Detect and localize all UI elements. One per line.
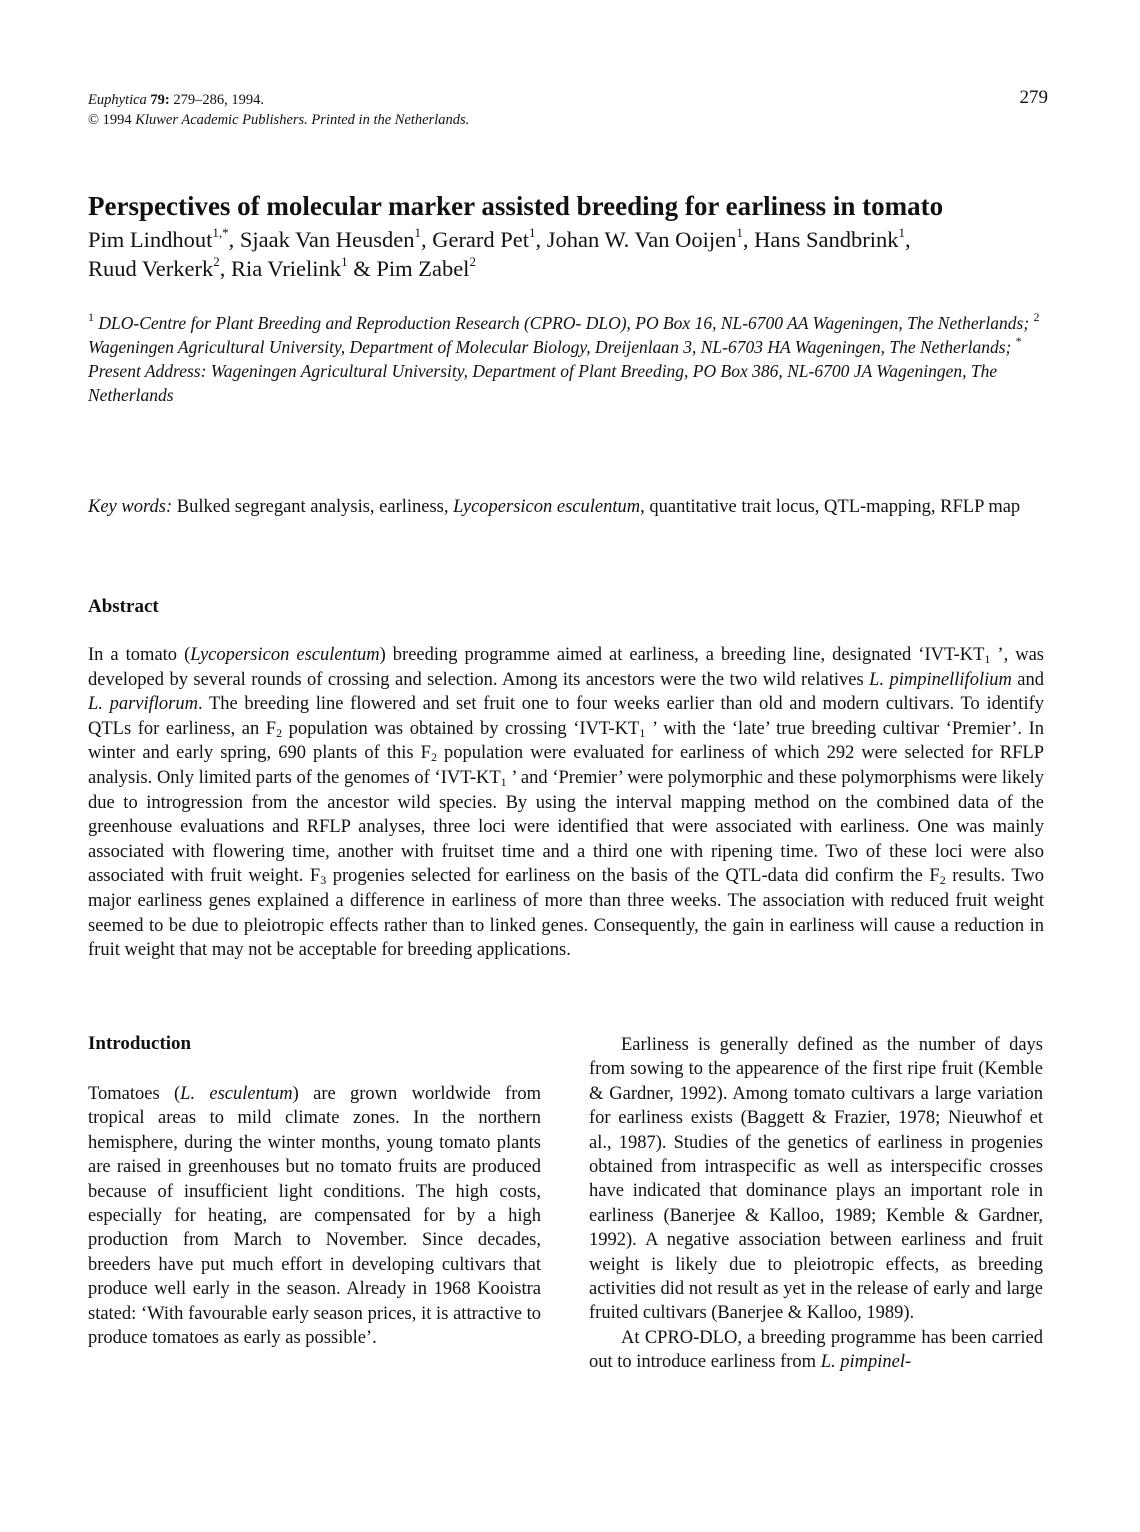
- intro-paragraph-2: Earliness is generally defined as the number of days from sowing to the appearence of the first ripe fruit (Kemble & Gardner, 1992). Among tomato cultivars a large variation for earliness exists (Baggett & Frazier, 1978; Nieuwhof et al., 1987). Studies of the genetics of earliness in progenies obtained from intraspecific as well as interspecific crosses have indicated that dominance plays an important role in earliness (Banerjee & Kalloo, 1989; Kemble & Gardner, 1992). A negative association between earliness and fruit weight is likely due to pleiotropic effects, as breeding activities did not result as yet in the release of early and large fruited cultivars (Banerjee & Kalloo, 1989).: [589, 1035, 1043, 1324]
- affiliations: $^1$ DLO-Centre for Plant Breeding and Reproduction Research (CPRO- DLO), PO Box 16, NL-6700 AA Wageningen, The Netherlands; $^2$ Wageningen Agricultural University, Department of Molecular Biology, Dreijenlaan 3, NL-6703 HA Wageningen, The Netherlands; * Present Address: Wageningen Agricultural University, Department of Plant Breeding, PO Box 386, NL-6700 JA Wageningen, The Netherlands: [88, 310, 1040, 405]
- introduction-heading: Introduction: [88, 1033, 192, 1054]
- abstract-body: In a tomato (Lycopersicon esculentum) breeding programme aimed at earliness, a breeding line, designated ‘$IVT-KT_1$ ’, was developed by several rounds of crossing and selection. Among its ancestors were the two wild relatives L. pimpinellifolium and L. parviflorum. The breeding line flowered and set fruit one to four weeks earlier than old and modern cultivars. To identify QTLs for earliness, an $F_2$ population was obtained by crossing ‘$IVT-KT_1$ ’ with the ‘late’ true breeding cultivar ‘Premier’. In winter and early spring, 690 plants of this $F_2$ population were evaluated for earliness of which 292 were selected for RFLP analysis. Only limited parts of the genomes of ‘$IVT-KT_1$ ’ and ‘Premier’ were polymorphic and these polymorphisms were likely due to introgression from the ancestor wild species. By using the interval mapping method on the combined data of the greenhouse evaluations and RFLP analyses, three loci were identified that were associated with earliness. One was mainly associated with flowering time, another with fruitset time and a third one with ripening time. Two of these loci were also associated with fruit weight. $F_3$ progenies selected for earliness on the basis of the QTL-data did confirm the $F_2$ results. Two major earliness genes explained a difference in earliness of more than three weeks. The association with reduced fruit weight seemed to be due to pleiotropic effects rather than to linked genes. Consequently, the gain in earliness will cause a reduction in fruit weight that may not be acceptable for breeding applications.: [88, 645, 1044, 961]
- paper-title: Perspectives of molecular marker assisted breeding for earliness in tomato: [88, 191, 944, 221]
- keywords-label: Key words:: [88, 497, 173, 517]
- keywords: Key words: Bulked segregant analysis, earliness, Lycopersicon esculentum, quantitative trait locus, QTL-mapping, RFLP map: [88, 497, 1021, 517]
- author: Johan W. Van Ooijen$^1$,: [546, 225, 755, 252]
- intro-paragraph-1: Tomatoes (L. esculentum) are grown worldwide from tropical areas to mild climate zones. In the northern hemisphere, during the winter months, young tomato plants are raised in greenhouses but no tomato fruits are produced because of insufficient light conditions. The high costs, especially for heating, are compensated for by a high production from March to November. Since decades, breeders have put much effort in developing cultivars that produce well early in the season. Already in 1968 Kooistra stated: ‘With favourable early season prices, it is attractive to produce tomatoes as early as possible’.: [88, 1084, 542, 1349]
- intro-paragraph-3: At CPRO-DLO, a breeding programme has been carried out to introduce earliness from L. pimpinel-: [589, 1327, 1043, 1373]
- author-list: [88, 225, 1068, 283]
- copyright-icon: ©: [88, 112, 100, 128]
- author: Pim Lindhout$^{1,*}$,: [88, 225, 240, 252]
- author: Pim Zabel$^2$: [376, 254, 476, 281]
- running-header: [88, 87, 1048, 130]
- author: Sjaak Van Heusden$^1$,: [239, 225, 433, 252]
- copyright-line: © 1994 Kluwer Academic Publishers. Printed in the Netherlands.: [88, 112, 470, 128]
- right-column: [589, 1033, 1043, 1375]
- citation-line: Euphytica 79: 279–286, 1994.: [88, 92, 265, 108]
- author: Hans Sandbrink$^1$,: [754, 225, 911, 252]
- page-number: 279: [1019, 87, 1048, 108]
- author: Ruud Verkerk$^2$,: [88, 254, 231, 281]
- author: Gerard Pet$^1$,: [432, 225, 547, 252]
- author: Ria Vrielink$^1$ &: [230, 254, 377, 281]
- abstract-heading: Abstract: [88, 596, 159, 617]
